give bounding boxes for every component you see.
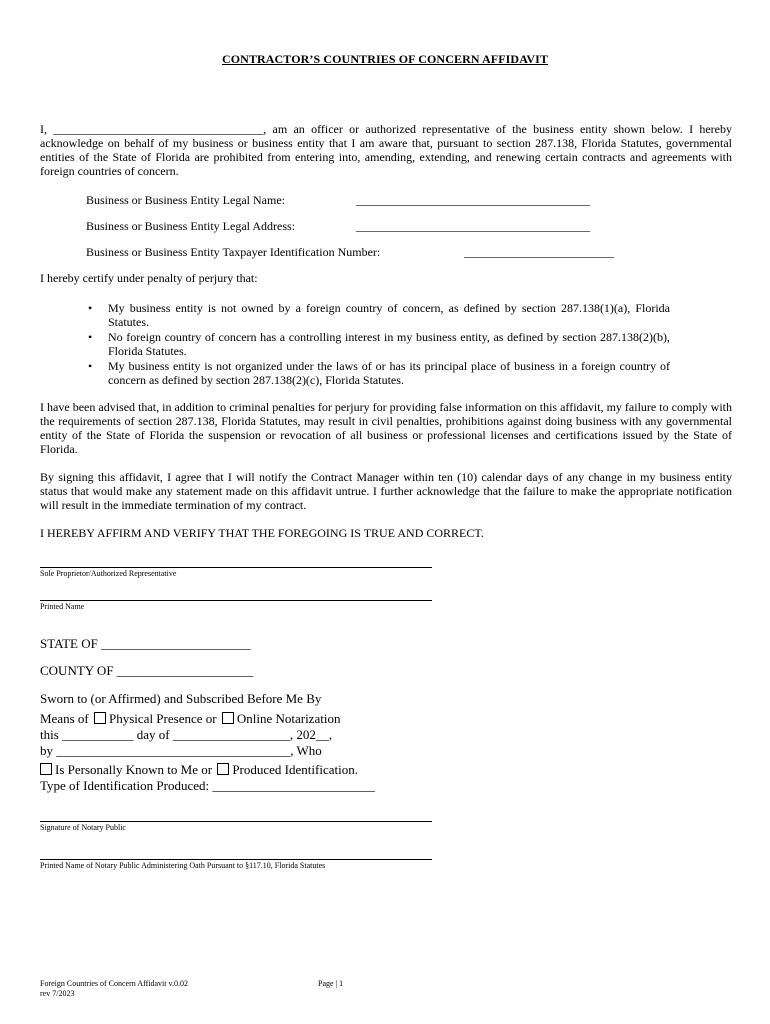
list-item: • No foreign country of concern has a controlling interest in my business entity, as defined by section 287.138(2)(b), Florida Statutes. xyxy=(88,330,670,358)
footer-form-name: Foreign Countries of Concern Affidavit v.0.02 xyxy=(40,979,188,988)
id-type-field[interactable]: Type of Identification Produced: _________________________ xyxy=(40,778,375,793)
bullet-icon: • xyxy=(88,330,93,344)
representative-label: Sole Proprietor/Authorized Representative xyxy=(40,569,177,578)
bullet-icon: • xyxy=(88,301,93,315)
by-who-field[interactable]: by ____________________________________, Who xyxy=(40,743,322,758)
legal-address-field[interactable]: _______________________________________ xyxy=(356,219,590,233)
notary-signature-line[interactable] xyxy=(40,821,432,822)
printed-name-line[interactable] xyxy=(40,600,432,601)
means-label: Means of xyxy=(40,711,89,726)
online-notarization-checkbox[interactable] xyxy=(222,712,234,724)
personally-known-label: Is Personally Known to Me or xyxy=(55,762,213,777)
personally-known-checkbox[interactable] xyxy=(40,763,52,775)
legal-address-label: Business or Business Entity Legal Address: xyxy=(86,219,295,233)
physical-presence-checkbox[interactable] xyxy=(94,712,106,724)
signing-paragraph: By signing this affidavit, I agree that I will notify the Contract Manager within ten (10) calendar days of any change in my business entity status that would make any statement made on this affidavit untrue. I further acknowledge that the failure to make the appropriate notification will result in the immediate termination of my contract. xyxy=(40,470,732,512)
sworn-statement: Sworn to (or Affirmed) and Subscribed Before Me By xyxy=(40,691,322,706)
list-item: • My business entity is not organized under the laws of or has its principal place of business in a foreign country of concern as defined by section 287.138(2)(c), Florida Statutes. xyxy=(88,359,670,387)
day-month-field[interactable]: this ___________ day of __________________, 202__, xyxy=(40,727,333,742)
affirm-statement: I HEREBY AFFIRM AND VERIFY THAT THE FOREGOING IS TRUE AND CORRECT. xyxy=(40,526,484,540)
printed-name-label: Printed Name xyxy=(40,602,85,611)
physical-presence-label: Physical Presence or xyxy=(109,711,217,726)
legal-name-label: Business or Business Entity Legal Name: xyxy=(86,193,285,207)
representative-signature-line[interactable] xyxy=(40,567,432,568)
document-title: CONTRACTOR’S COUNTRIES OF CONCERN AFFIDAVIT xyxy=(221,52,549,66)
footer-revision: rev 7/2023 xyxy=(40,989,75,998)
means-row xyxy=(40,711,340,727)
certification-list xyxy=(88,301,670,388)
taxpayer-id-label: Business or Business Entity Taxpayer Identification Number: xyxy=(86,245,381,259)
certify-statement: I hereby certify under penalty of perjury that: xyxy=(40,271,258,285)
identification-row xyxy=(40,762,358,778)
notary-printed-name-label: Printed Name of Notary Public Administering Oath Pursuant to §117.10, Florida Statutes xyxy=(40,861,326,870)
intro-paragraph: I, ___________________________________, am an officer or authorized representative of the business entity shown below. I hereby acknowledge on behalf of my business or business entity that I am aware that, pursuant to section 287.138, Florida Statutes, governmental entities of the State of Florida are prohibited from entering into, amending, extending, and renewing certain contracts and agreements with foreign countries of concern. xyxy=(40,122,732,178)
produced-id-checkbox[interactable] xyxy=(217,763,229,775)
advised-paragraph: I have been advised that, in addition to criminal penalties for perjury for providing false information on this affidavit, my failure to comply with the requirements of section 287.138, Florida Statutes, may result in civil penalties, prohibitions against doing business with any governmental entity of the State of Florida the suspension or revocation of all business or professional licenses and certifications issued by the State of Florida. xyxy=(40,400,732,456)
legal-name-field[interactable]: _______________________________________ xyxy=(356,193,590,207)
list-item: • My business entity is not owned by a foreign country of concern, as defined by section 287.138(1)(a), Florida Statutes. xyxy=(88,301,670,329)
state-field[interactable]: STATE OF _______________________ xyxy=(40,636,251,651)
notary-signature-label: Signature of Notary Public xyxy=(40,823,126,832)
bullet-icon: • xyxy=(88,359,93,373)
online-notarization-label: Online Notarization xyxy=(236,711,341,726)
notary-printed-name-line[interactable] xyxy=(40,859,432,860)
county-field[interactable]: COUNTY OF _____________________ xyxy=(40,663,254,678)
produced-id-label: Produced Identification. xyxy=(232,762,358,777)
footer-page-number: Page | 1 xyxy=(318,979,344,988)
taxpayer-id-field[interactable]: _________________________ xyxy=(464,245,614,259)
